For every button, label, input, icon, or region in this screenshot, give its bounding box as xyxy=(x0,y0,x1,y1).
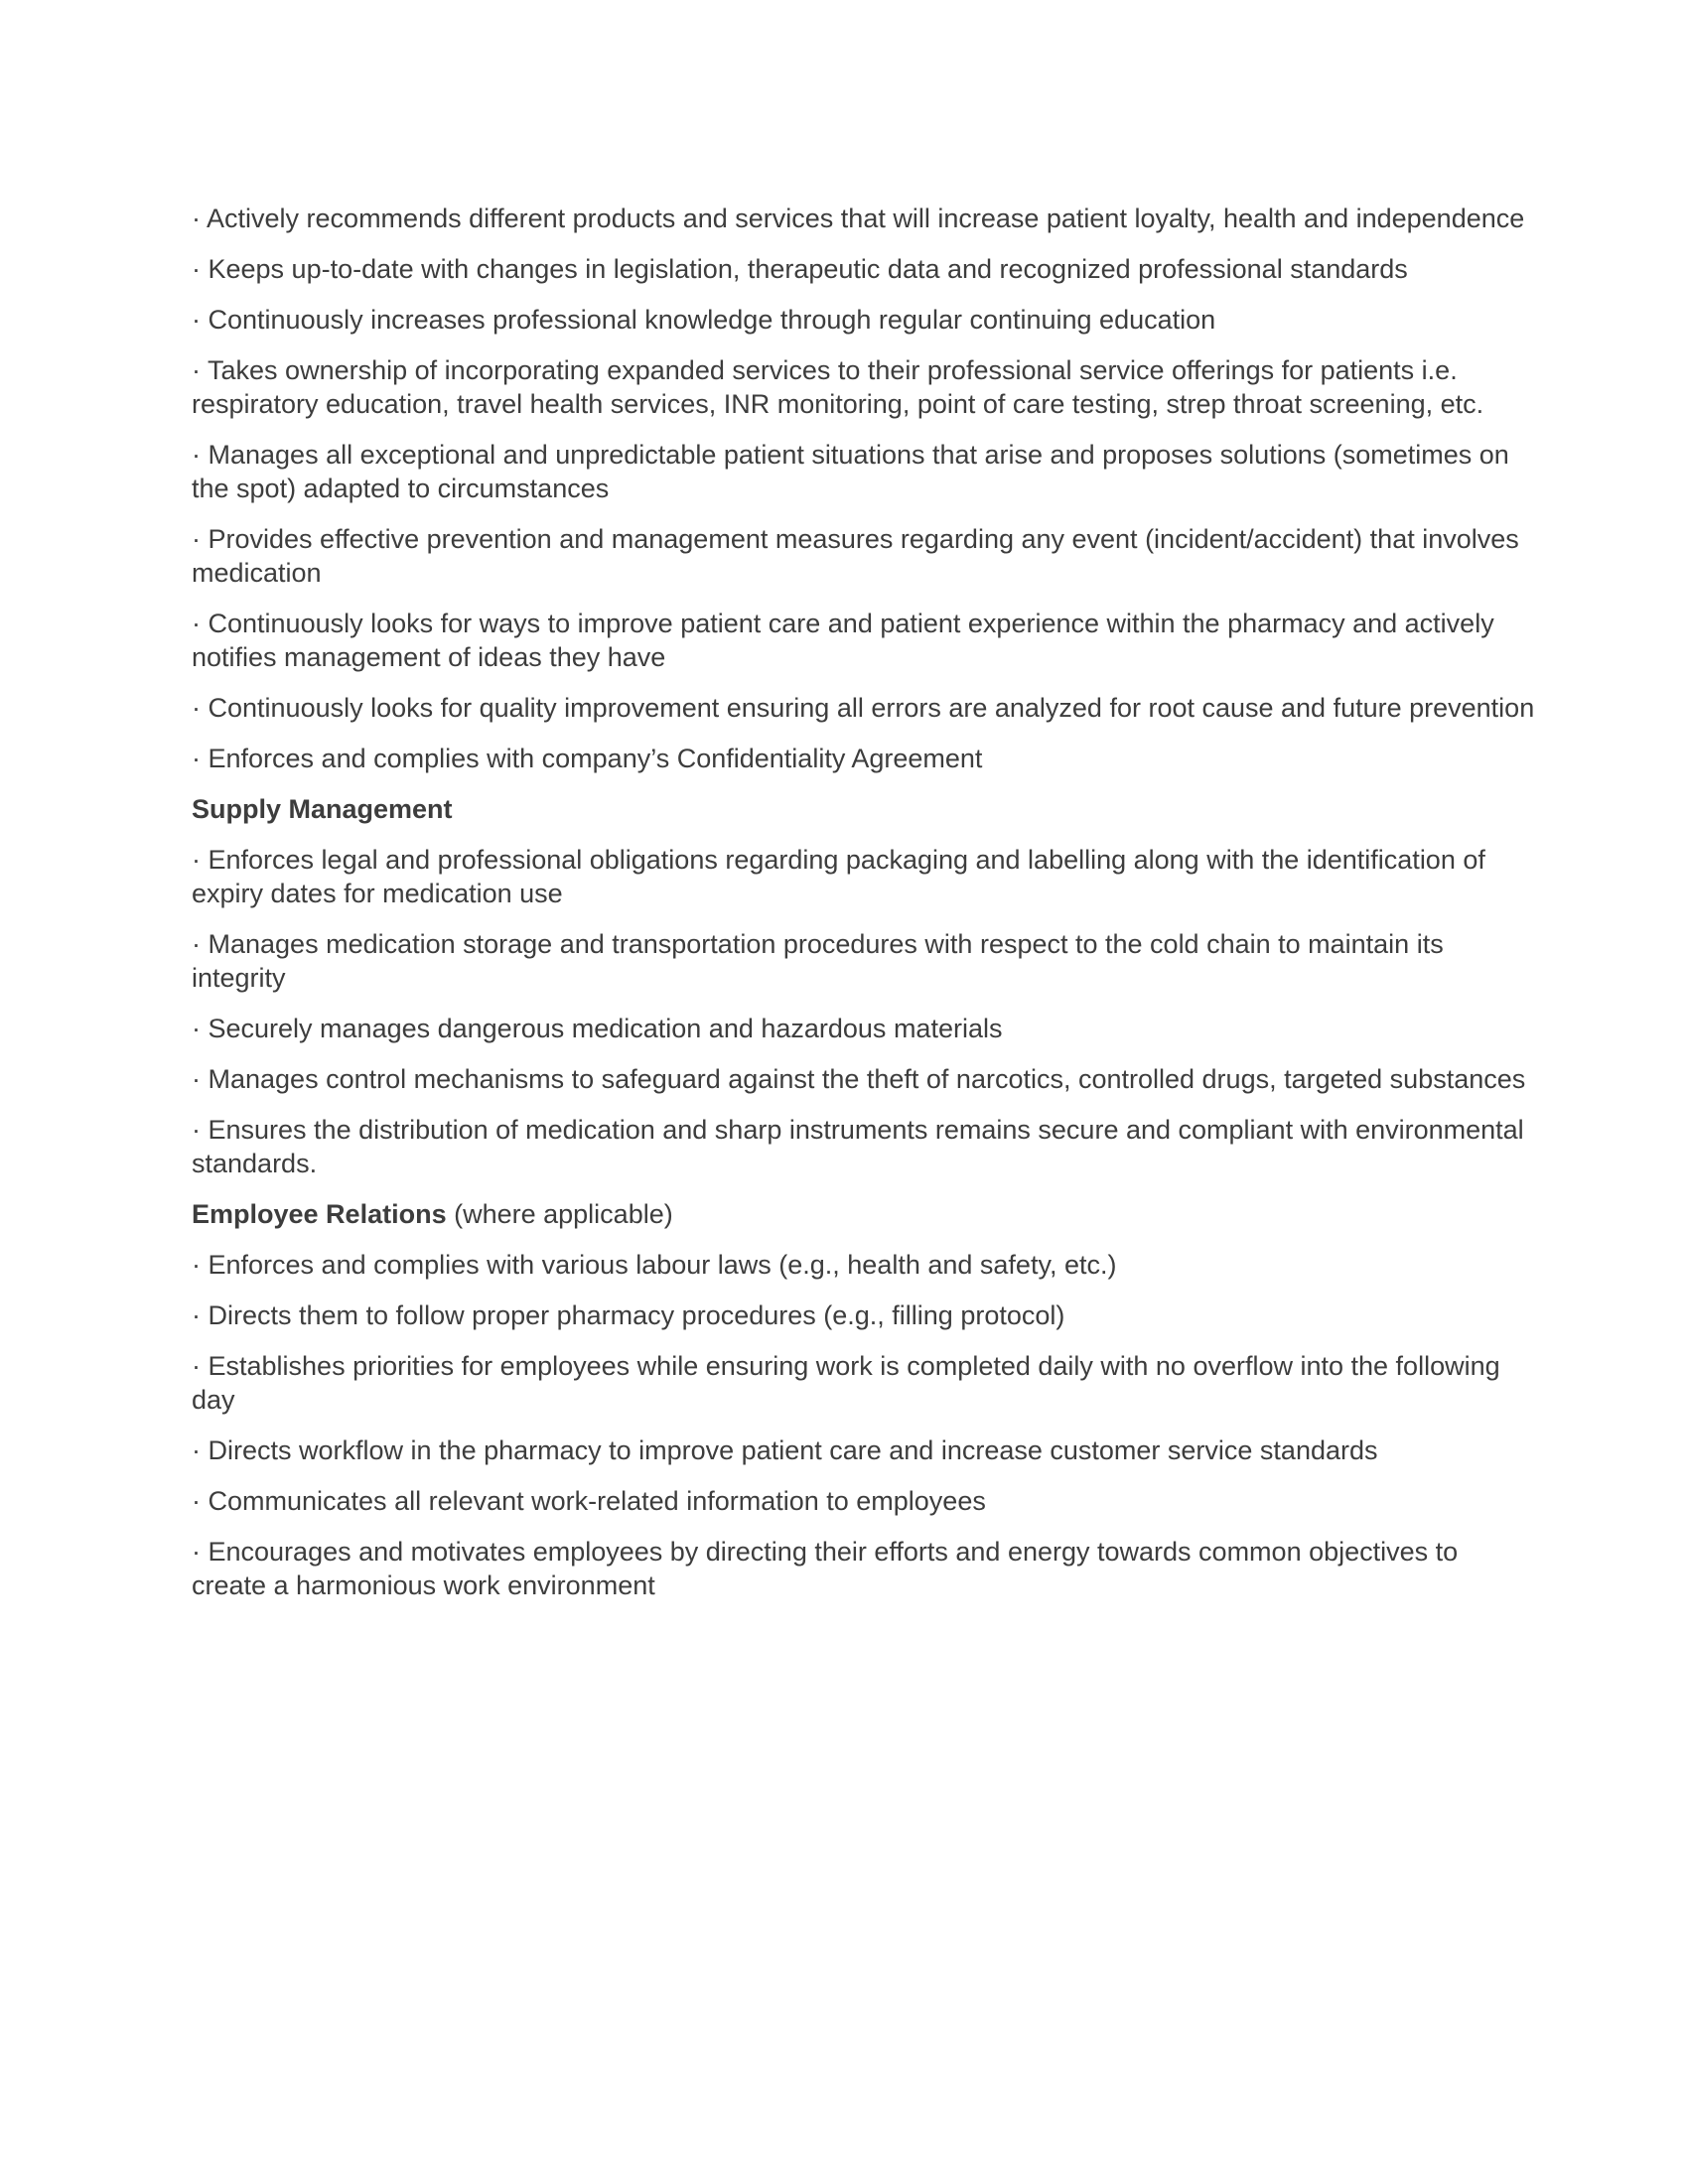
bullet-marker: · xyxy=(192,1250,209,1280)
bullet-paragraph xyxy=(192,1298,1535,1332)
bullet-paragraph xyxy=(192,353,1535,421)
section-heading xyxy=(192,1197,1535,1231)
document-content xyxy=(192,202,1535,1619)
paragraph-text: Provides effective prevention and management measures regarding any event (incident/accident) that involves medication xyxy=(192,524,1519,588)
paragraph-text: Ensures the distribution of medication and sharp instruments remains secure and compliant with environmental standards. xyxy=(192,1115,1524,1178)
paragraph-text: Manages control mechanisms to safeguard against the theft of narcotics, controlled drugs, targeted substances xyxy=(208,1064,1526,1094)
bullet-marker: · xyxy=(192,1435,209,1465)
paragraph-text: Directs them to follow proper pharmacy procedures (e.g., filling protocol) xyxy=(208,1300,1065,1330)
bullet-paragraph xyxy=(192,691,1535,725)
paragraph-text: Encourages and motivates employees by directing their efforts and energy towards common objectives to create a harmonious work environment xyxy=(192,1537,1459,1600)
paragraph-text: Enforces legal and professional obligations regarding packaging and labelling along with the identification of expiry dates for medication use xyxy=(192,845,1485,908)
bullet-paragraph xyxy=(192,202,1535,235)
bullet-marker: · xyxy=(192,1300,209,1330)
bullet-marker: · xyxy=(192,609,209,638)
bullet-marker: · xyxy=(192,440,209,470)
paragraph-text: Continuously looks for ways to improve patient care and patient experience within the pharmacy and actively notifies management of ideas they have xyxy=(192,609,1494,672)
paragraph-text: Actively recommends different products and services that will increase patient loyalty, health and independence xyxy=(207,204,1525,233)
bullet-paragraph xyxy=(192,1248,1535,1282)
bullet-marker: · xyxy=(192,524,209,554)
bullet-paragraph xyxy=(192,843,1535,910)
bullet-marker: · xyxy=(192,1014,209,1043)
bullet-paragraph xyxy=(192,1062,1535,1096)
bullet-paragraph xyxy=(192,1012,1535,1045)
paragraph-text: Communicates all relevant work-related information to employees xyxy=(208,1486,986,1516)
bullet-marker: · xyxy=(192,254,209,284)
heading-bold-text: Employee Relations xyxy=(192,1199,447,1229)
bullet-marker: · xyxy=(192,1486,209,1516)
bullet-marker: · xyxy=(192,1351,209,1381)
bullet-marker: · xyxy=(192,355,209,385)
paragraph-text: Enforces and complies with company’s Confidentiality Agreement xyxy=(208,744,983,773)
bullet-paragraph xyxy=(192,742,1535,775)
section-heading xyxy=(192,792,1535,826)
heading-suffix-text: (where applicable) xyxy=(446,1199,673,1229)
bullet-marker: · xyxy=(192,693,209,723)
bullet-marker: · xyxy=(192,305,209,335)
paragraph-text: Securely manages dangerous medication and hazardous materials xyxy=(208,1014,1003,1043)
bullet-paragraph xyxy=(192,927,1535,995)
bullet-marker: · xyxy=(192,1115,209,1145)
bullet-paragraph xyxy=(192,252,1535,286)
bullet-marker: · xyxy=(192,744,209,773)
paragraph-text: Manages medication storage and transportation procedures with respect to the cold chain to maintain its integrity xyxy=(192,929,1444,993)
paragraph-text: Directs workflow in the pharmacy to improve patient care and increase customer service standards xyxy=(208,1435,1378,1465)
bullet-marker: · xyxy=(192,1064,209,1094)
bullet-paragraph xyxy=(192,607,1535,674)
paragraph-text: Takes ownership of incorporating expanded services to their professional service offerings for patients i.e. respiratory education, travel health services, INR monitoring, point of care testing, strep throat screening, etc. xyxy=(192,355,1484,419)
bullet-marker: · xyxy=(192,929,209,959)
bullet-paragraph xyxy=(192,1535,1535,1602)
paragraph-text: Manages all exceptional and unpredictable patient situations that arise and proposes solutions (sometimes on the spot) adapted to circumstances xyxy=(192,440,1509,503)
bullet-marker: · xyxy=(192,1537,209,1567)
bullet-paragraph xyxy=(192,438,1535,505)
bullet-paragraph xyxy=(192,303,1535,337)
paragraph-text: Continuously increases professional knowledge through regular continuing education xyxy=(208,305,1216,335)
paragraph-text: Continuously looks for quality improvement ensuring all errors are analyzed for root cause and future prevention xyxy=(208,693,1535,723)
paragraph-text: Enforces and complies with various labour laws (e.g., health and safety, etc.) xyxy=(208,1250,1117,1280)
bullet-paragraph xyxy=(192,1349,1535,1417)
bullet-paragraph xyxy=(192,1113,1535,1180)
bullet-marker: · xyxy=(192,204,208,233)
heading-bold-text: Supply Management xyxy=(192,794,453,824)
paragraph-text: Establishes priorities for employees while ensuring work is completed daily with no overflow into the following day xyxy=(192,1351,1500,1415)
bullet-paragraph xyxy=(192,1484,1535,1518)
bullet-paragraph xyxy=(192,522,1535,590)
bullet-marker: · xyxy=(192,845,209,875)
paragraph-text: Keeps up-to-date with changes in legislation, therapeutic data and recognized professional standards xyxy=(208,254,1408,284)
bullet-paragraph xyxy=(192,1433,1535,1467)
